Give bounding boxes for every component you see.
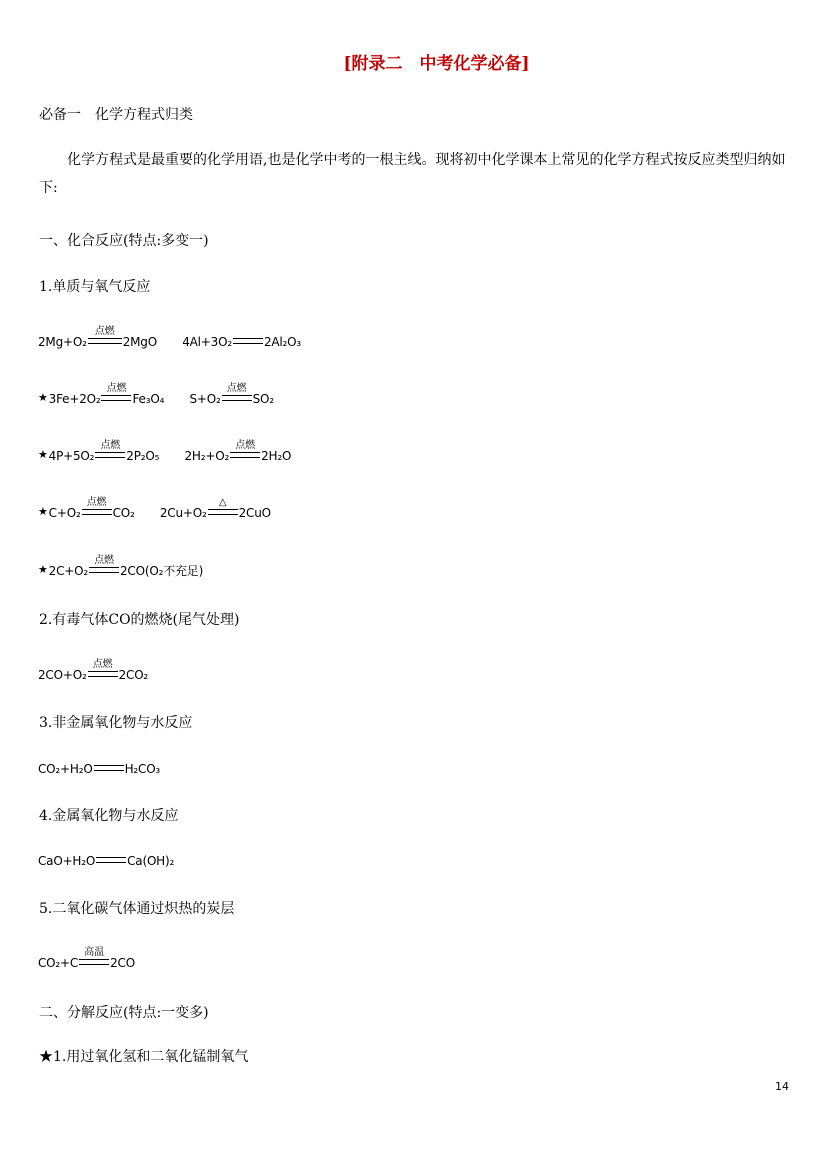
equation-left: 4P+5O₂ [48,449,95,463]
reaction-condition: 点燃 [100,440,121,451]
star-icon: ★ [38,563,48,576]
reaction-condition: 点燃 [92,659,113,670]
reaction-condition: △ [218,497,227,508]
equation-left: 2C+O₂ [48,564,88,578]
equation-left: CaO+H₂O [38,854,96,868]
part2-heading: 二、分解反应(特点:一变多) [39,1005,209,1021]
equation-row-4 [38,497,271,520]
reaction-sign [94,761,124,773]
reaction-sign [82,497,112,517]
reaction-condition: 点燃 [106,383,127,394]
equation-left: C+O₂ [48,506,81,520]
reaction-sign [208,497,238,517]
reaction-sign [79,947,109,967]
equation-left: 2CO+O₂ [38,668,87,682]
equation-left: 4Al+3O₂ [182,335,232,349]
equation-left: 3Fe+2O₂ [48,392,101,406]
equation-right: 2H₂O [261,449,292,463]
reaction-condition: 点燃 [94,555,114,566]
equation-right: Ca(OH)₂ [127,854,175,868]
reaction-sign [88,326,122,346]
reaction-condition: 点燃 [235,440,255,451]
equation-right: 2MgO [122,335,157,349]
reaction-sign [95,440,125,460]
equation-right: 2Al₂O₃ [263,335,302,349]
reaction-sign [230,440,260,460]
equation-left: 2Mg+O₂ [38,335,87,349]
subheading-2: 2.有毒气体CO的燃烧(尾气处理) [39,612,240,628]
equation-row-7 [38,761,160,776]
equation-right: H₂CO₃ [124,762,161,776]
equation-right: Fe₃O₄ [132,392,165,406]
equation-row-8 [38,853,174,868]
subheading-6: ★1.用过氧化氢和二氧化锰制氧气 [39,1049,249,1065]
reaction-sign [222,383,252,403]
equation-right: 2P₂O₅ [126,449,160,463]
equation-left: S+O₂ [189,392,221,406]
reaction-condition: 点燃 [86,497,107,508]
equation-row-2 [38,383,274,406]
reaction-condition: 点燃 [94,326,115,337]
equation-row-1 [38,326,302,349]
section-heading: 必备一 化学方程式归类 [39,107,193,123]
star-icon: ★ [38,448,48,461]
subheading-1: 1.单质与氧气反应 [39,279,151,295]
equation-right: 2CuO [238,506,271,520]
reaction-sign [89,555,119,575]
reaction-sign [233,334,263,346]
equation-left: 2H₂+O₂ [184,449,230,463]
equation-left: CO₂+C [38,956,79,970]
subheading-4: 4.金属氧化物与水反应 [39,808,179,824]
part1-heading: 一、化合反应(特点:多变一) [39,233,209,249]
star-icon: ★ [38,505,48,518]
equation-left: 2Cu+O₂ [159,506,207,520]
equation-right: CO₂ [112,506,135,520]
equation-row-5 [38,555,204,579]
star-icon: ★ [38,391,48,404]
page-number: 14 [775,1080,789,1093]
reaction-condition: 点燃 [226,383,247,394]
subheading-3: 3.非金属氧化物与水反应 [39,715,193,731]
reaction-sign [96,853,126,865]
intro-paragraph: 化学方程式是最重要的化学用语,也是化学中考的一根主线。现将初中化学课本上常见的化学方程式按反应类型归纳如下: [39,152,786,196]
equation-row-6 [38,659,149,682]
subheading-5: 5.二氧化碳气体通过炽热的炭层 [39,901,235,917]
equation-row-9 [38,947,135,970]
equation-left: CO₂+H₂O [38,762,93,776]
equation-row-3 [38,440,292,463]
equation-right: 2CO₂ [118,668,149,682]
reaction-sign [101,383,131,403]
equation-right: 2CO(O₂不充足) [120,564,204,578]
reaction-sign [88,659,118,679]
reaction-condition: 高温 [84,947,104,958]
appendix-title: [附录二 中考化学必备] [343,54,530,74]
equation-right: 2CO [110,956,135,970]
equation-right: SO₂ [252,392,274,406]
